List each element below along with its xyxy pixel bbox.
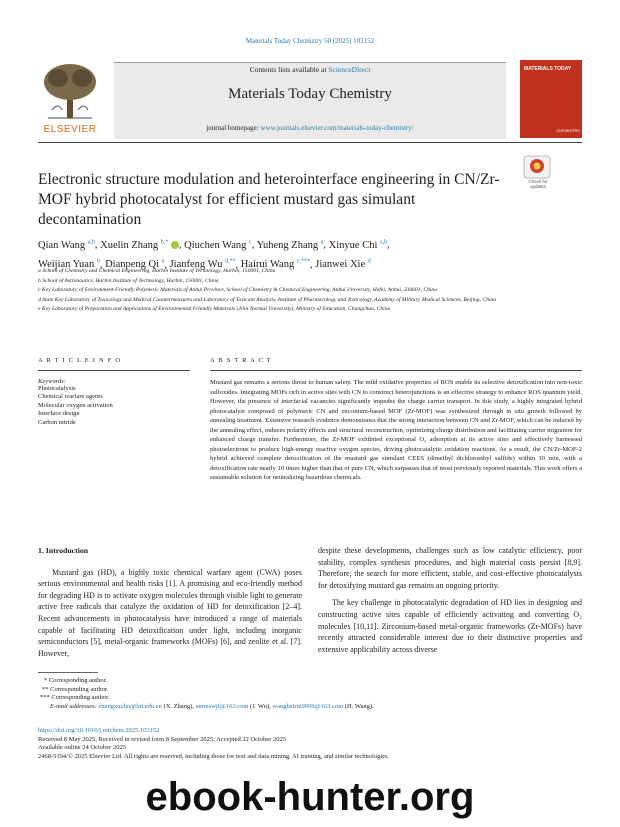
article-info-heading: A R T I C L E I N F O (38, 357, 122, 364)
contents-line (114, 65, 506, 74)
header-divider (38, 142, 582, 143)
sciencedirect-link[interactable]: ScienceDirect (328, 65, 371, 74)
doi-link[interactable]: https://doi.org/10.1016/j.mtchem.2025.103152 (38, 727, 160, 734)
abstract-heading: A B S T R A C T (210, 357, 272, 364)
cover-title: MATERIALS TODAY (524, 66, 572, 72)
keyword: Molecular oxygen activation (38, 401, 113, 409)
email-line (38, 703, 582, 712)
footnotes (38, 677, 582, 711)
watermark-text: ebook-hunter.org (145, 775, 475, 819)
abstract-divider (210, 370, 582, 371)
author[interactable]: Weijian Yuan $^b$ (38, 258, 100, 270)
journal-reference[interactable]: Materials Today Chemistry 50 (2025) 103152 (245, 37, 375, 45)
abstract-text: Mustard gas remains a serious threat to human safety. The mild oxidative properties of ROS enable its selective detoxification into non-toxic sulfoxides. Integrating MOFs rich in active sites with CN to construct heterojunctions is an effective strategy to enhance ROS quantum yield. However, the presence of interfacial vacancies significantly impedes the charge carrier transport. In this study, a highly integrated hybrid photocatalyst composed of polymeric CN and zirconium-based MOF (Zr-MOF) was synthesized through in situ growth followed by annealing treatment. Extensive research evidence demonstrates that the strong interaction between CN and Zr-MOF, which can be induced by the annealing effect, induces polarity effects and structural reconstruction, optimizing charge distribution and facilitating carrier migration for enhanced charge transfer. Furthermore, the Zr-MOF exhibited exceptional O₂ adsorption at its active sites and effectively harnessed photoelectrons to produce high-energy reactive oxygen species, driving photocatalytic oxidation reactions. As a result, the CN/Zr-MOF-2 hybrid achieved complete detoxification of the mustard gas simulant CEES (dimethyl dichloroethyl sulfide) within 10 min, with a detoxification rate nearly 10 times higher than that of pure CN, which surpasses that of most previously reported materials. This work offers a sustainable solution for neutralizing hazardous chemicals. (210, 379, 582, 482)
author[interactable]: Jianfeng Wu $^{d,**}$ (169, 258, 236, 270)
author[interactable]: Yuheng Zhang $^a$ (256, 239, 324, 251)
footnote: ** Corresponding author. (42, 685, 109, 693)
cover-subtitle: CHEMISTRY (556, 128, 580, 133)
author[interactable]: Jianwei Xie $^d$ (315, 258, 371, 270)
homepage-link[interactable]: www.journals.elsevier.com/materials-today-chemistry/ (260, 124, 414, 132)
affiliation: e Key Laboratory of Preparation and Applications of Environmental Friendly Materials (Jilin Normal University), Ministry of Education, Changchun, China (38, 306, 391, 312)
affiliation: b School of Astronautics, Harbin Institute of Technology, Harbin, 150001, China (38, 277, 219, 284)
author[interactable]: Xuelin Zhang $^{b,*}$ (100, 239, 169, 251)
publisher-logo-text: ELSEVIER (43, 124, 97, 135)
intro-paragraph: Mustard gas (HD), a highly toxic chemical warfare agent (CWA) poses serious environmental and health risks [1]. A promising and eco-friendly method for degrading HD is to activate oxygen molecules through visible light to generate active free radicals that catalyze the oxidation of HD for detoxification [2–4]. Recent advancements in photocatalysis have introduced a range of materials capable of facilitating HD detoxification under light, including inorganic semiconductors [5], metal-organic frameworks (MOFs) [6], and zeolite et al. [7]. However, (38, 567, 302, 658)
keyword: Chemical warfare agents (38, 393, 103, 401)
author[interactable]: Hairui Wang $^{e,***}$ (240, 258, 311, 270)
keyword: Interface design (38, 410, 80, 418)
keyword: Carbon nitride (38, 418, 76, 426)
keyword: Photocatalysis (38, 385, 76, 392)
homepage-prefix: journal homepage: (206, 124, 261, 132)
homepage-line (114, 124, 506, 132)
intro-paragraph: despite these developments, challenges such as low catalytic efficiency, poor stability, complex synthesis procedures, and high material costs persist [8,9]. Therefore, the search for more efficient, stable, and cost-effective photocatalysts for detoxifying mustard gas remains an ongoing priority. (318, 546, 582, 590)
footnote: *** Corresponding author. (40, 694, 110, 701)
author-list: Qian Wang $^{a,b}$, Xuelin Zhang $^{b,*}$ , Qiuchen Wang $^c$, Yuheng Zhang $^a$, Xinyue Chi $^{a,b}$, Weijian Yuan $^b$, Dianpeng Qi $^a$, Jianfeng Wu $^{d,**}$, Hairui Wang $^{e,***}$, Jianwei Xie $^d$ (38, 239, 390, 270)
email-label: E-mail addresses: (50, 702, 97, 710)
journal-name: Materials Today Chemistry (228, 86, 392, 102)
affiliation: a School of Chemistry and Chemical Engineering, Harbin Institute of Technology, Harbin, 150001, China (38, 268, 276, 274)
email-owner: (H. Wang). (344, 702, 374, 710)
intro-right-column (318, 545, 582, 655)
email-owner: (X. Zhang), (163, 702, 195, 710)
intro-paragraph: The key challenge in photocatalytic degradation of HD lies in designing and constructing active sites capable of efficiently activating and converting O₂ molecules [10,11]. Zirconium-based metal-organic frameworks (Zr-MOFs) have recently attracted considerable interest due to their distinctive properties and extensive applicability across diverse (318, 598, 582, 654)
intro-heading: 1. Introduction (38, 546, 89, 555)
email-link[interactable]: ammswjf@163.com (195, 702, 249, 710)
orcid-icon[interactable] (171, 241, 179, 249)
copyright: 2468-5194/© 2025 Elsevier Ltd. All rights are reserved, including those for text and data mining, AI training, and similar technologies. (38, 752, 390, 760)
author[interactable]: Qiuchen Wang $^c$ (184, 239, 252, 251)
affiliation: c Key Laboratory of Environment-Friendly Polymeric Materials of Anhui Province, School of Chemistry & Chemical Engineering, Anhui University, Hefei, Anhui, 230601, China (38, 287, 438, 293)
affiliation: d State Key Laboratory of Toxicology and Medical Countermeasures and Laboratory of Toxicant Analysis, Institute of Pharmacology and Toxicology, Academy of Military Medical Sciences, Beijing, China (38, 296, 497, 303)
available-online: Available online 24 October 2025 (38, 744, 126, 752)
author[interactable]: Qian Wang $^{a,b}$ (38, 239, 95, 251)
footnote: * Corresponding author. (44, 677, 108, 684)
check-updates-label[interactable]: Check for updates (528, 179, 548, 189)
author[interactable]: Dianpeng Qi $^a$ (105, 258, 165, 270)
article-info-divider (38, 370, 190, 371)
email-owner: (J. Wu), (250, 702, 271, 710)
article-title: Electronic structure modulation and heterointerface engineering in CN/Zr-MOF hybrid photocatalyst for efficient mustard gas simulant decontamination (38, 171, 500, 228)
footnote-divider (38, 672, 98, 673)
affiliations (38, 267, 582, 315)
email-link[interactable]: zhangxuelin@hit.edu.cn (98, 702, 162, 710)
contents-prefix: Contents lists available at (249, 65, 329, 74)
intro-left-column (38, 545, 302, 659)
received-dates: Received 8 May 2025; Received in revised form 8 September 2025; Accepted 22 October 2025 (38, 735, 287, 743)
email-link[interactable]: wanghairui9999@163.com (272, 702, 344, 710)
article-meta (38, 727, 582, 761)
keywords-block (38, 378, 198, 427)
keywords-label: Keywords: (38, 378, 66, 385)
author[interactable]: Xinyue Chi $^{a,b}$ (328, 239, 388, 251)
